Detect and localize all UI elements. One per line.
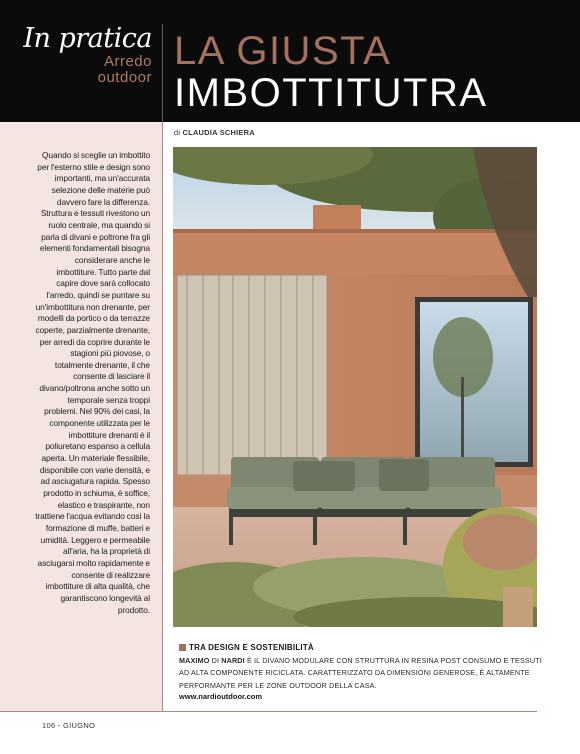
kicker-sub-line-1: Arredo [103,53,152,70]
kicker-sub-line-2: outdoor [97,69,152,86]
caption-title-text: TRA DESIGN E SOSTENIBILITÀ [189,643,314,652]
header-band [0,0,580,122]
section-kicker [0,24,152,86]
caption-connector: DI [211,656,220,665]
byline-author: CLAUDIA SCHIERA [182,128,255,137]
column-divider [162,122,163,712]
header-divider [162,24,163,122]
caption-body [179,655,543,692]
caption-website-link[interactable]: www.nardioutdoor.com [179,692,263,701]
outdoor-sofa-photo [173,147,537,627]
caption-bullet-icon [179,644,186,651]
footer-divider [0,711,537,712]
byline-prefix: di [174,128,181,137]
caption-brand: NARDI [221,656,245,665]
headline-line-2: IMBOTTITUTRA [174,71,488,115]
caption-text: È IL DIVANO MODULARE CON STRUTTURA IN RESINA POST CONSUMO E TESSUTI AD ALTA COMPONENTE RICICLATA. CARATTERIZZATO DA DIMENSIONI GENEROSE, È ALTAMENTE PERFORMANTE PER LE ZONE OUTDOOR DELLA CASA. [179,656,542,690]
caption-title [179,643,314,652]
headline-line-1: LA GIUSTA [174,29,392,73]
byline [174,128,255,137]
kicker-script: In pratica [23,23,152,54]
caption-product: MAXIMO [179,656,210,665]
article-body: Quando si sceglie un imbottito per l'esterno stile e design sono importanti, ma un'accurata selezione delle materie può davvero fare la differenza. Struttura e tessuti rivestono un ruolo centrale, ma quando si parla di divani e poltrone fra gli elementi fondamentali bisogna considerare anche le imbottiture. Tutto parte dal capire dove sarà collocato l'arredo, quindi se puntare su un'imbottitura non drenante, per modelli da portico o da terrazze coperte, parzialmente drenante, per arredi da coprire durante le stagioni più piovose, o totalmente drenante, il che consente di lasciare il divano/poltrona anche sotto un temporale senza troppi problemi. Nel 90% dei casi, la componente utilizzata per le imbottiture drenanti è il poliuretano espanso a cellula aperta. Un materiale flessibile, disponibile con varie densità, e ad asciugatura rapida. Spesso prodotto in schiuma, è soffice, elastico e traspirante, non trattiene l'acqua evitando così la formazione di muffe, batteri e umidità. Leggero e permeabile all'aria, ha la proprietà di asciugarsi molto rapidamente e consente di realizzare imbottiture di alta qualità, che garantiscono longevità al prodotto. [35,150,150,615]
page-folio: 106 - GIUGNO [42,721,96,730]
